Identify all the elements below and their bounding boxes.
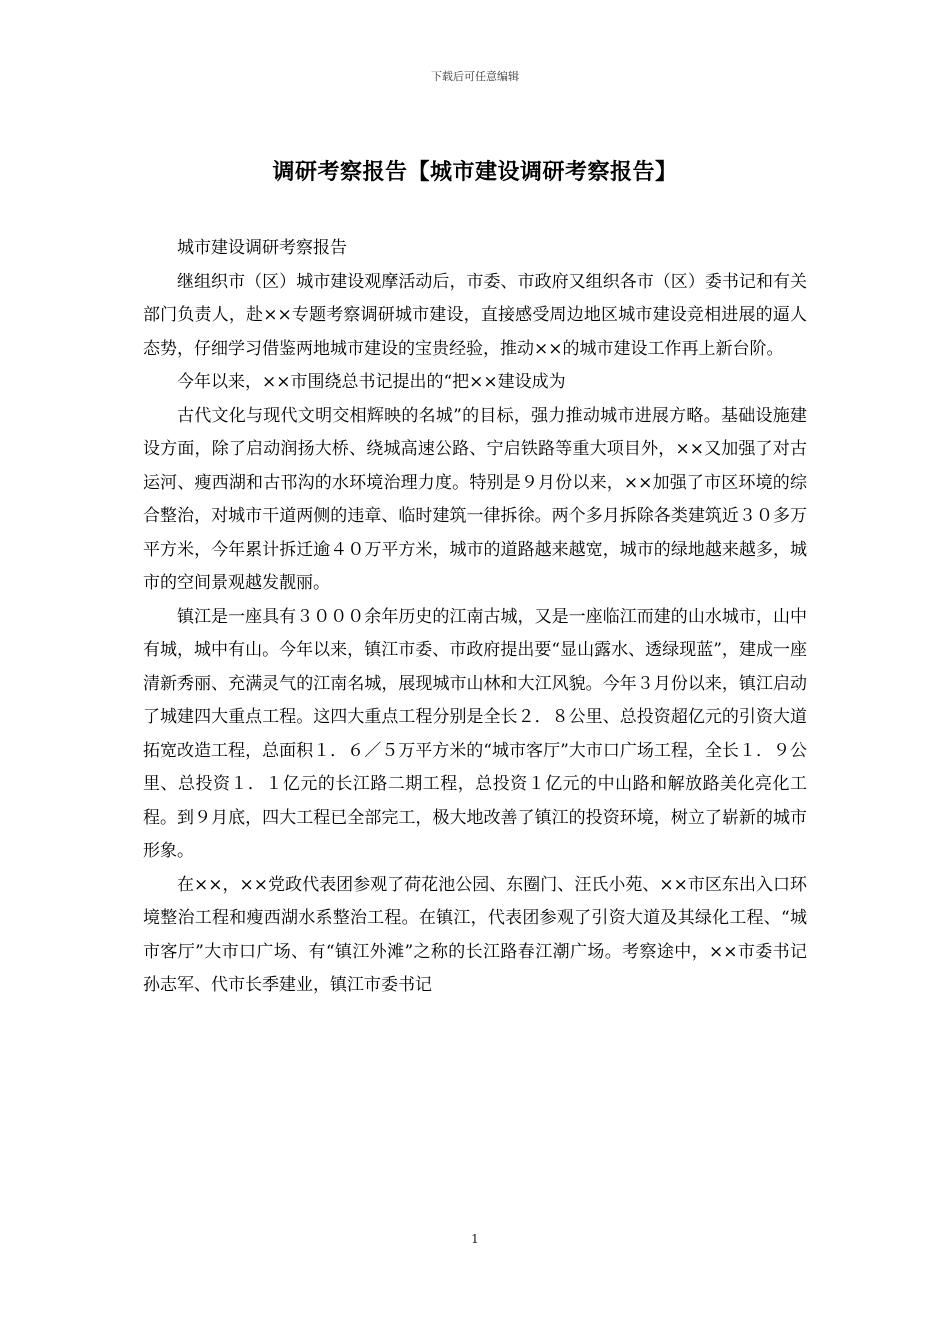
document-body xyxy=(143,232,807,1003)
paragraph-2: 继组织市（区）城市建设观摩活动后，市委、市政府又组织各市（区）委书记和有关部门负责人，赴××专题考察调研城市建设，直接感受周边地区城市建设竞相进展的逼人态势，仔细学习借鉴两地城市建设的宝贵经验，推动××的城市建设工作再上新台阶。 xyxy=(143,271,807,359)
paragraph-6: 在××，××党政代表团参观了荷花池公园、东圈门、汪氏小苑、××市区东出入口环境整治工程和瘦西湖水系整治工程。在镇江，代表团参观了引资大道及其绿化工程、“城市客厅”大市口广场、有“镇江外滩”之称的长江路春江潮广场。考察途中，××市委书记孙志军、代市长季建业，镇江市委书记 xyxy=(143,874,807,995)
header-note: 下载后可任意编辑 xyxy=(431,70,519,83)
paragraph-4: 古代文化与现代文明交相辉映的名城”的目标，强力推动城市进展方略。基础设施建设方面，除了启动润扬大桥、绕城高速公路、宁启铁路等重大项目外，××又加强了对古运河、瘦西湖和古邗沟的水环境治理力度。特别是９月份以来，××加强了市区环境的综合整治，对城市干道两侧的违章、临时建筑一律拆徐。两个多月拆除各类建筑近３０多万平方米，今年累计拆迁逾４０万平方米，城市的道路越来越宽，城市的绿地越来越多，城市的空间景观越发靓丽。 xyxy=(143,405,807,593)
page-title: 调研考察报告【城市建设调研考察报告】 xyxy=(272,160,678,185)
paragraph-5: 镇江是一座具有３０００余年历史的江南古城，又是一座临江而建的山水城市，山中有城，城中有山。今年以来，镇江市委、市政府提出要“显山露水、透绿现蓝”，建成一座清新秀丽、充满灵气的江南名城，展现城市山林和大江风貌。今年３月份以来，镇江启动了城建四大重点工程。这四大重点工程分别是全长２．８公里、总投资超亿元的引资大道拓宽改造工程，总面积１．６／５万平方米的“城市客厅”大市口广场工程，全长１．９公里、总投资１．１亿元的长江路二期工程，总投资１亿元的中山路和解放路美化亮化工程。到９月底，四大工程已全部完工，极大地改善了镇江的投资环境，树立了崭新的城市形象。 xyxy=(143,606,807,861)
paragraph-1: 城市建设调研考察报告 xyxy=(177,238,347,258)
page-number: 1 xyxy=(471,1232,479,1246)
paragraph-3: 今年以来，××市围绕总书记提出的“把××建设成为 xyxy=(177,372,566,392)
